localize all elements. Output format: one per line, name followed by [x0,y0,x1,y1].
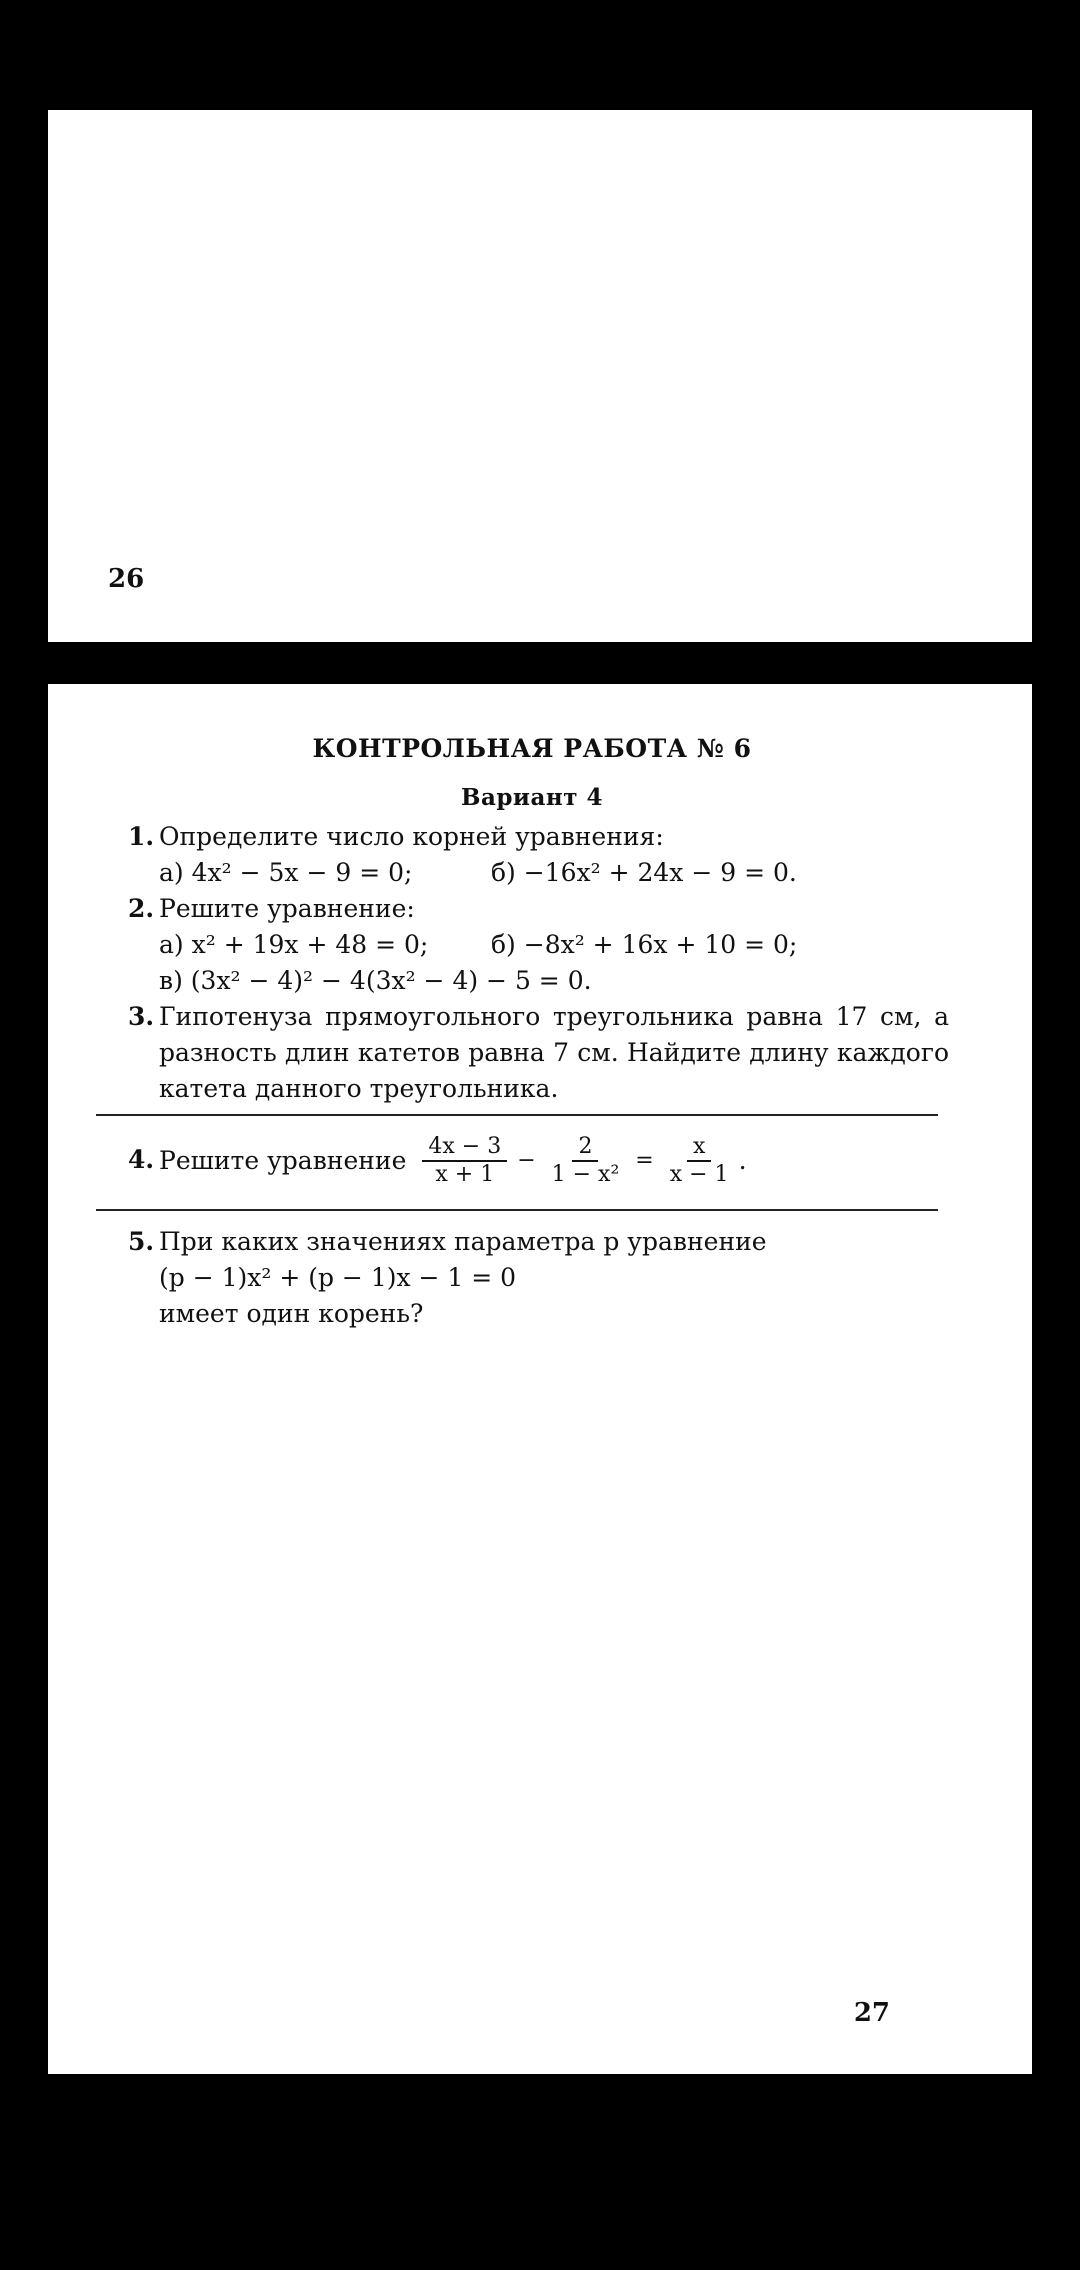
page-26 [48,110,1032,642]
fraction-numerator: 2 [572,1134,598,1162]
option-expression: −16x² + 24x − 9 = 0. [523,858,797,887]
fraction-denominator: x + 1 [435,1162,495,1187]
option-label: б) [491,858,516,887]
task-1 [128,819,938,891]
fraction-3 [664,1134,735,1188]
task-5-body [128,1224,938,1332]
page-number: 27 [853,1998,890,2028]
task-number: 4. [128,1145,155,1174]
option-a [159,927,491,963]
option-b [491,855,797,891]
option-label: а) [159,930,184,959]
page-27 [48,684,1032,2074]
task-number: 1. [128,822,155,851]
fraction-2 [546,1134,626,1188]
divider [96,1114,938,1116]
task-4-body [128,1122,938,1200]
option-expression: (3x² − 4)² − 4(3x² − 4) − 5 = 0. [190,966,592,995]
minus-sign: − [517,1148,536,1173]
task-text-line-3: имеет один корень? [159,1299,424,1328]
test-title: КОНТРОЛЬНАЯ РАБОТА № 6 [312,734,752,763]
task-2 [128,891,938,999]
task-4 [128,1122,938,1200]
page-number: 26 [108,564,145,594]
fraction-denominator: x − 1 [669,1162,729,1187]
task-text: Решите уравнение [159,1146,407,1175]
fraction-denominator: 1 − x² [551,1162,620,1187]
task-number: 5. [128,1227,155,1256]
option-expression: x² + 19x + 48 = 0; [191,930,429,959]
option-expression: 4x² − 5x − 9 = 0; [191,858,413,887]
equation-line [159,1122,938,1200]
task-3 [128,999,949,1107]
task-text: Решите уравнение: [159,894,415,923]
task-options [159,927,938,963]
option-a [159,855,491,891]
fraction-numerator: x [687,1134,711,1162]
task-text: Гипотенуза прямоугольного треугольника равна 17 см, а разность длин катетов равна 7 см. Найдите длину каждого катета данного треугольника. [159,1002,949,1103]
task-number: 3. [128,1002,155,1031]
task-text-line-1: При каких значениях параметра p уравнение [159,1227,767,1256]
variant-title: Вариант 4 [461,784,603,811]
fraction-numerator: 4x − 3 [422,1134,507,1162]
option-expression: −8x² + 16x + 10 = 0; [523,930,798,959]
option-b [491,927,797,963]
divider [96,1209,938,1211]
fraction-1 [422,1134,507,1188]
option-label: в) [159,966,183,995]
task-options [159,855,938,891]
option-label: а) [159,858,184,887]
option-c [159,963,938,999]
task-equation: (p − 1)x² + (p − 1)x − 1 = 0 [159,1263,517,1292]
period: . [738,1146,747,1175]
equals-sign: = [635,1148,654,1173]
task-text: Определите число корней уравнения: [159,822,664,851]
tasks-1-3 [128,819,949,1107]
task-5 [128,1224,938,1332]
option-label: б) [491,930,516,959]
task-number: 2. [128,894,155,923]
